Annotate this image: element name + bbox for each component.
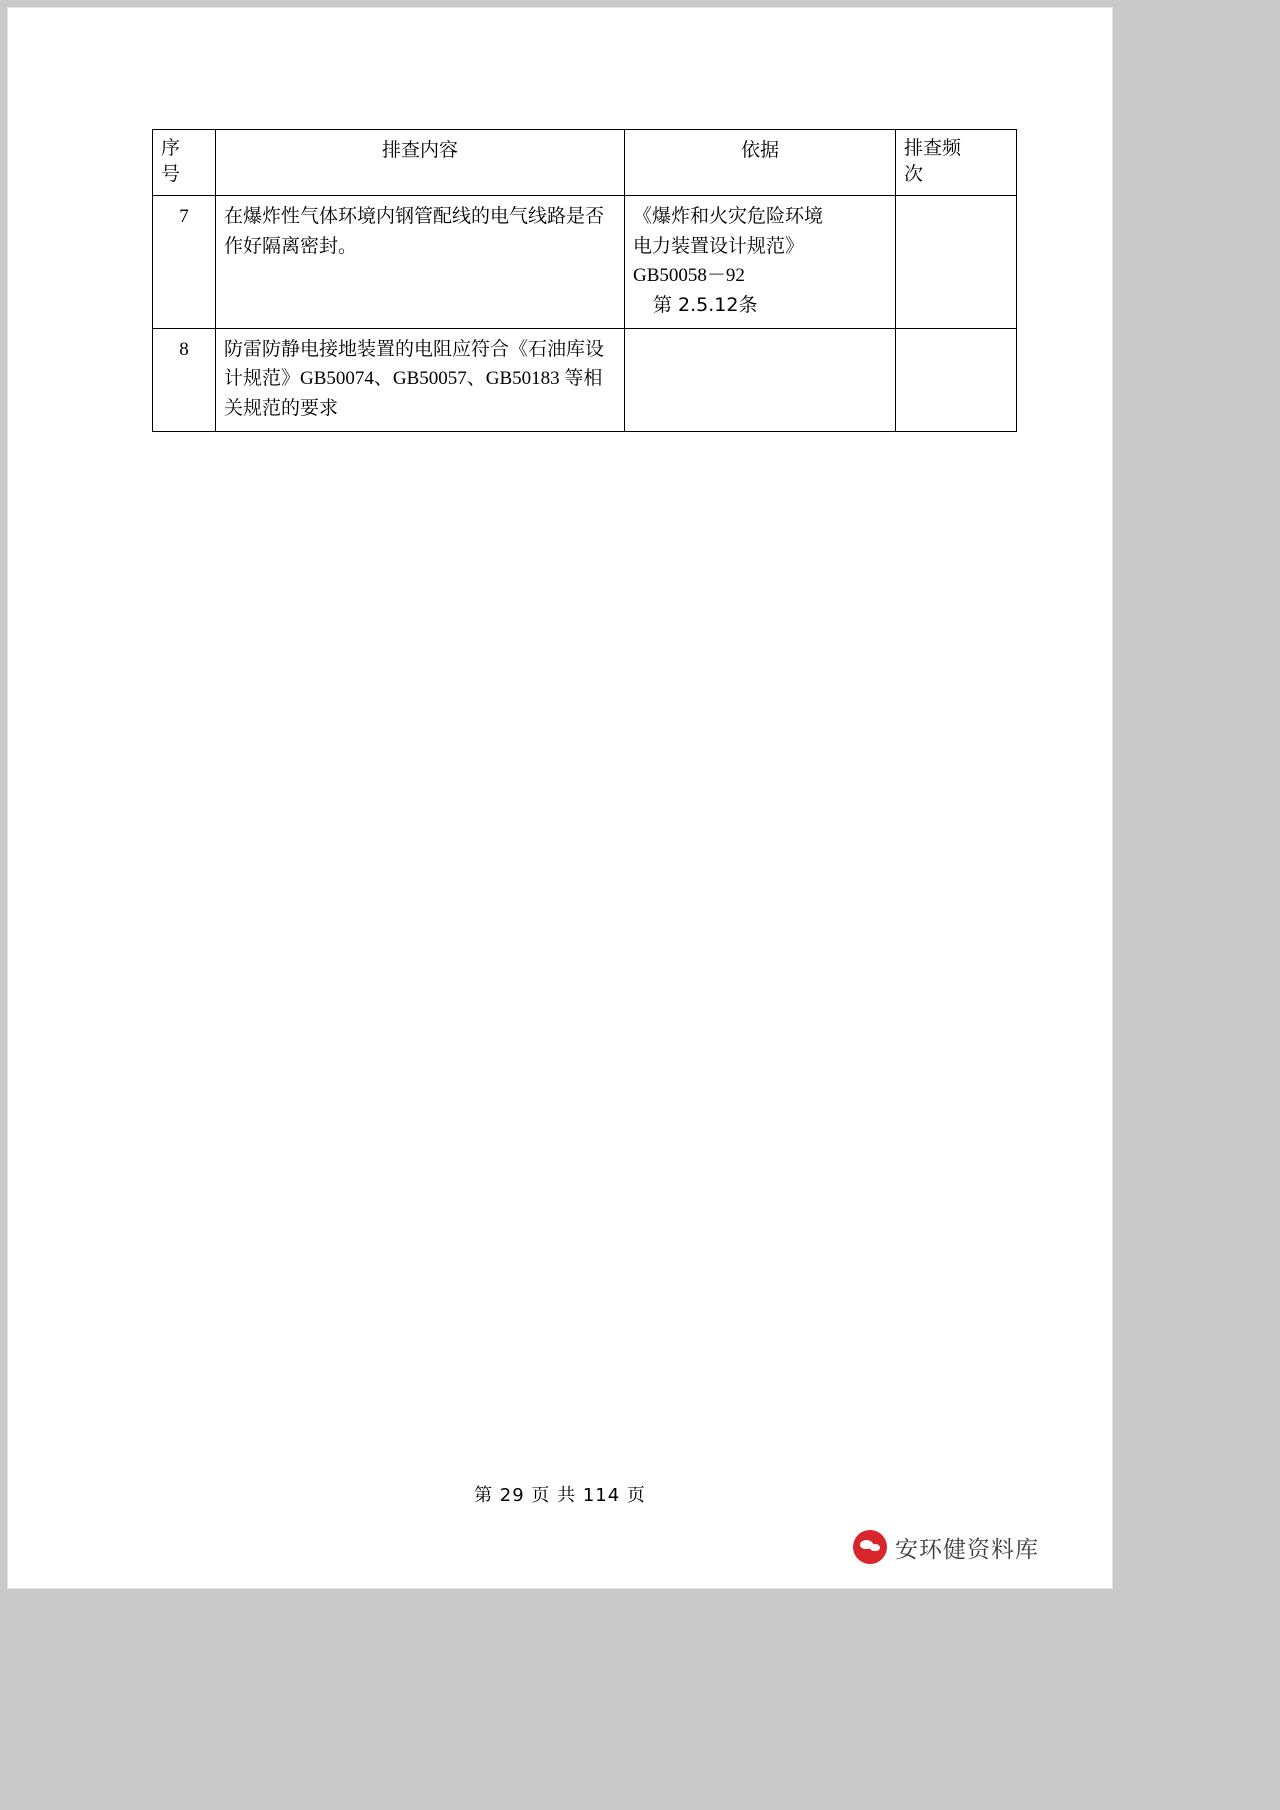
table-row <box>153 196 1017 329</box>
row-basis <box>625 329 896 432</box>
row-content: 在爆炸性气体环境内钢管配线的电气线路是否作好隔离密封。 <box>216 196 625 329</box>
header-frequency-line1: 排查频 <box>904 137 962 159</box>
header-frequency-line2: 次 <box>904 162 924 185</box>
row-content: 防雷防静电接地装置的电阻应符合《石油库设计规范》GB50074、GB50057、GB50183 等相关规范的要求 <box>216 329 625 432</box>
document-page <box>8 8 1112 1588</box>
inspection-table <box>152 129 1017 432</box>
watermark-label: 安环健资料库 <box>895 1536 1039 1563</box>
wechat-icon <box>853 1530 887 1564</box>
row-index: 7 <box>153 196 216 329</box>
header-index-line2: 号 <box>161 162 181 185</box>
row-basis-line: 《爆炸和火灾危险环境 <box>633 205 824 228</box>
row-basis-line: 第 2.5.12条 <box>653 293 758 316</box>
header-basis: 依据 <box>625 130 896 196</box>
row-frequency <box>896 196 1017 329</box>
watermark <box>853 1530 1039 1564</box>
row-frequency <box>896 329 1017 432</box>
page-footer: 第 29 页 共 114 页 <box>474 1485 646 1506</box>
table-header-row <box>153 130 1017 196</box>
row-basis <box>625 196 896 329</box>
header-frequency <box>896 130 1017 196</box>
row-basis-line: 电力装置设计规范》 <box>633 234 805 257</box>
row-basis-line: GB50058－92 <box>633 265 745 287</box>
table-row <box>153 329 1017 432</box>
row-index: 8 <box>153 329 216 432</box>
header-index <box>153 130 216 196</box>
header-content: 排查内容 <box>216 130 625 196</box>
page-content <box>8 8 1112 1588</box>
header-index-line1: 序 <box>161 137 181 159</box>
